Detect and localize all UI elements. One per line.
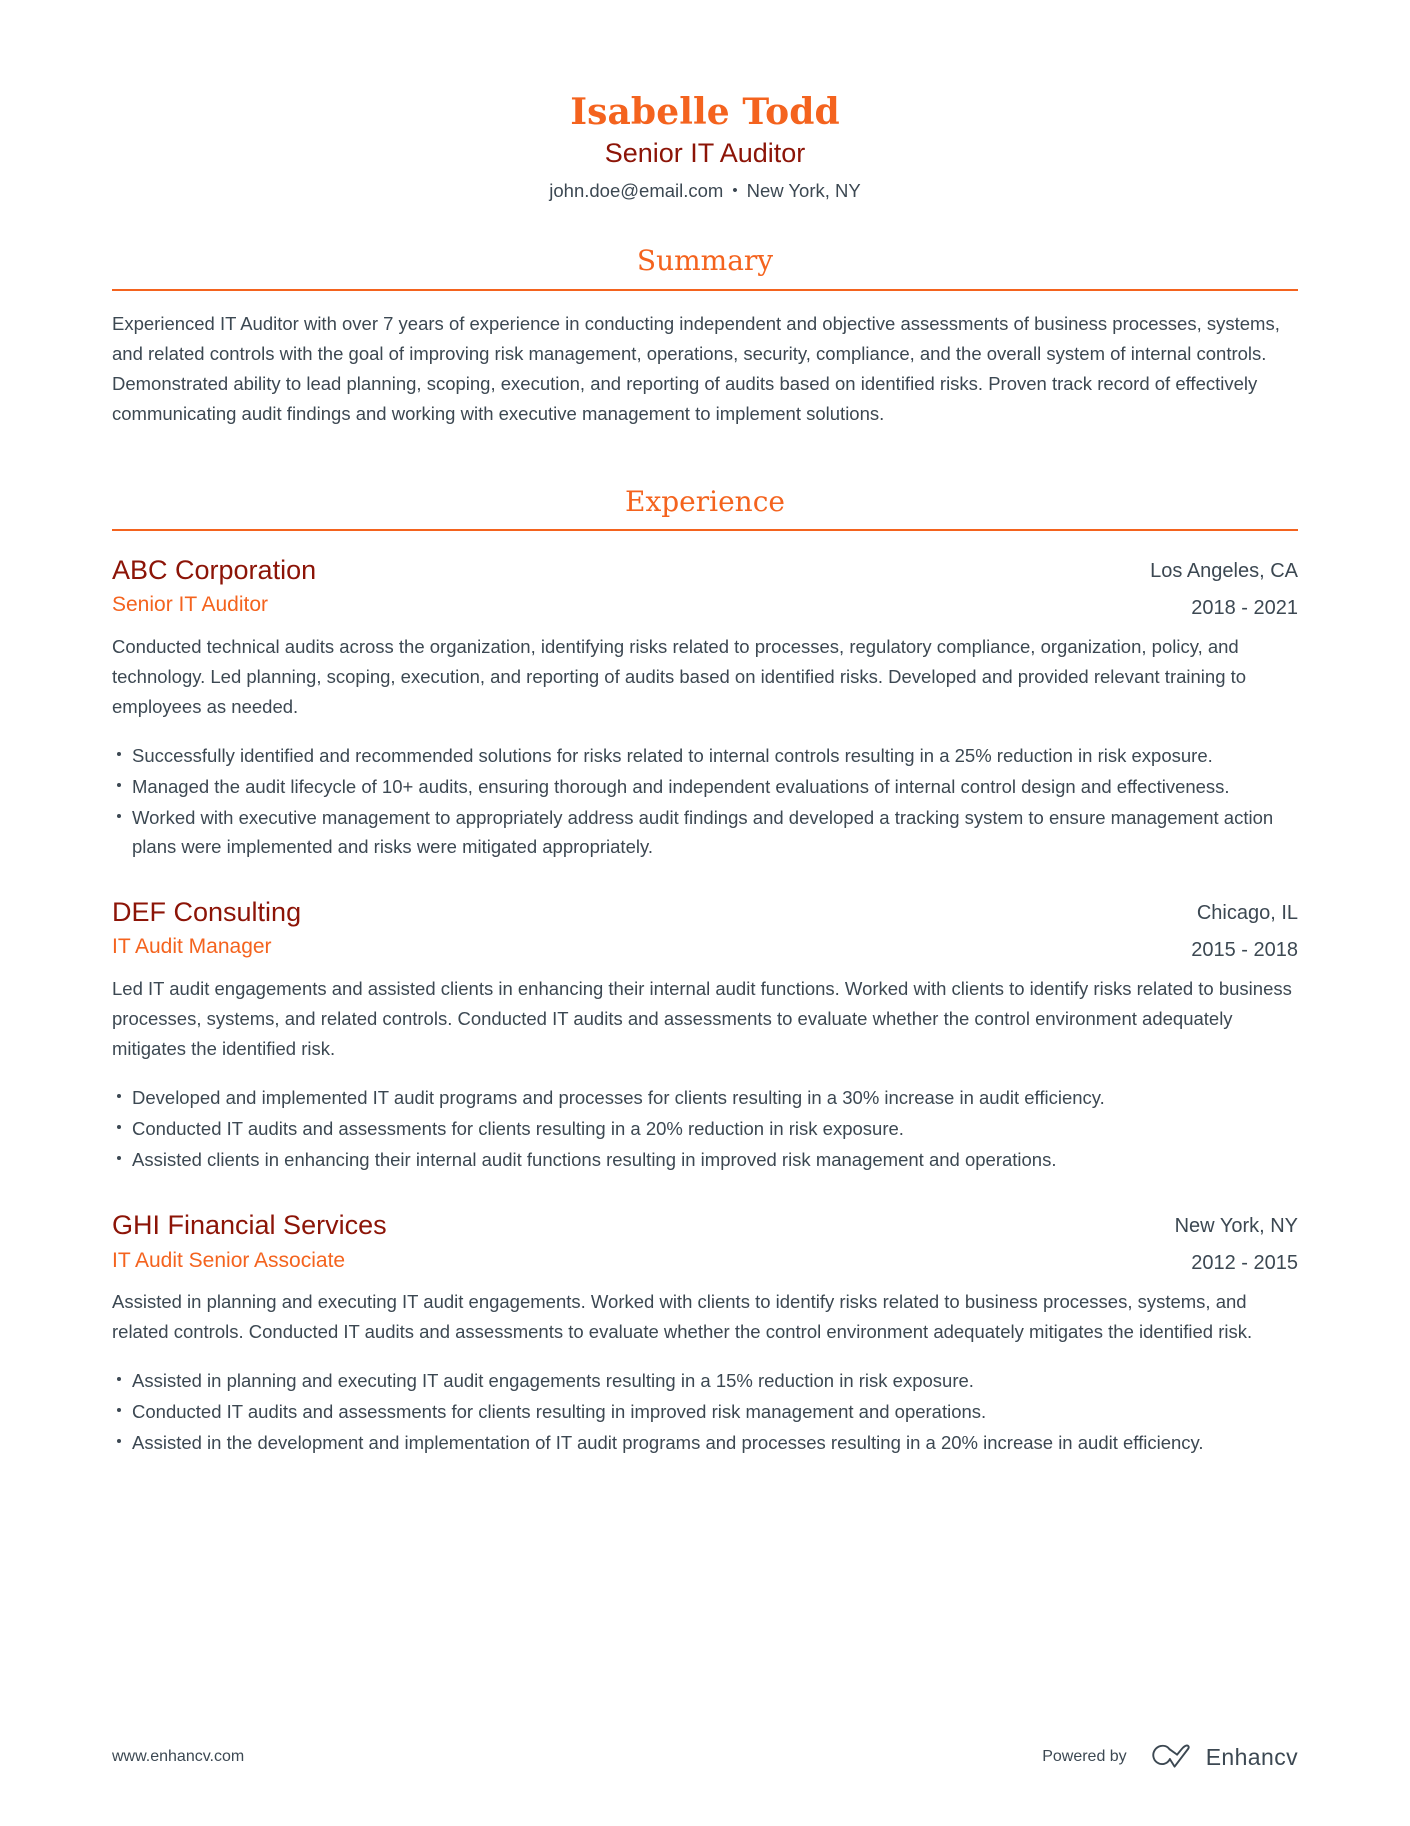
enhancv-brand-name: Enhancv — [1205, 1743, 1298, 1770]
job-role: IT Audit Senior Associate — [112, 1248, 346, 1272]
footer-website-url[interactable]: www.enhancv.com — [112, 1747, 245, 1765]
job-location: Los Angeles, CA — [1150, 560, 1298, 583]
experience-entry — [112, 1208, 1298, 1457]
contact-line — [112, 179, 1298, 204]
job-bullet: Managed the audit lifecycle of 10+ audits, ensuring thorough and independent evaluations of internal control design and effectiveness. — [112, 772, 1298, 801]
job-dates: 2012 - 2015 — [1191, 1252, 1298, 1275]
job-role: Senior IT Auditor — [112, 593, 269, 617]
contact-location: New York, NY — [746, 180, 861, 202]
footer-branding — [1042, 1744, 1298, 1770]
candidate-job-title: Senior IT Auditor — [604, 138, 806, 169]
resume-header — [112, 0, 1298, 204]
contact-separator-icon: • — [732, 182, 738, 200]
company-name: GHI Financial Services — [112, 1210, 387, 1241]
job-bullet: Assisted clients in enhancing their internal audit functions resulting in improved risk management and operations. — [112, 1145, 1298, 1174]
contact-email: john.doe@email.com — [549, 180, 724, 202]
job-bullet: Conducted IT audits and assessments for clients resulting in improved risk management and operations. — [112, 1397, 1298, 1426]
experience-entry — [112, 553, 1298, 861]
section-experience — [112, 485, 1298, 1458]
job-bullet: Assisted in planning and executing IT audit engagements resulting in a 15% reduction in risk exposure. — [112, 1366, 1298, 1395]
job-description: Conducted technical audits across the organization, identifying risks related to processes, regulatory compliance, organization, policy, and technology. Led planning, scoping, execution, and reporting of audits based on identified risks. Developed and provided relevant training to employees as needed. — [112, 636, 1247, 718]
job-bullet: Worked with executive management to appropriately address audit findings and developed a tracking system to ensure management action plans were implemented and risks were mitigated appropriately. — [112, 803, 1298, 861]
experience-entry-header-right — [1167, 895, 1298, 963]
powered-by-label: Powered by — [1042, 1747, 1127, 1765]
job-bullet-list — [112, 741, 1298, 862]
section-title-experience: Experience — [625, 484, 785, 518]
job-bullet: Successfully identified and recommended solutions for risks related to internal controls resulting in a 25% reduction in risk exposure. — [112, 741, 1298, 770]
job-dates: 2015 - 2018 — [1191, 939, 1298, 962]
experience-entry-header-right — [1151, 1208, 1298, 1276]
summary-text: Experienced IT Auditor with over 7 years of experience in conducting independent and objective assessments of business processes, systems, and related controls with the goal of improving risk management, operations, security, compliance, and the overall system of internal controls. Demonstrated ability to lead planning, scoping, execution, and reporting of audits based on identified risks. Proven track record of effectively communicating audit findings and working with executive management to implement solutions. — [112, 312, 1280, 424]
experience-entry-header — [112, 1208, 1298, 1276]
experience-entry-header-left — [112, 895, 1167, 961]
experience-entry-header-left — [112, 1208, 1151, 1274]
resume-footer — [112, 1744, 1298, 1770]
experience-entry-header — [112, 895, 1298, 963]
job-dates: 2018 - 2021 — [1191, 597, 1298, 620]
enhancv-logo-icon — [1149, 1744, 1193, 1770]
job-role: IT Audit Manager — [112, 935, 272, 959]
company-name: ABC Corporation — [112, 555, 317, 586]
candidate-name: Isabelle Todd — [570, 91, 840, 133]
experience-entry-header — [112, 553, 1298, 621]
experience-entry — [112, 895, 1298, 1174]
job-description: Assisted in planning and executing IT audit engagements. Worked with clients to identify risks related to business processes, systems, and related controls. Conducted IT audits and assessments to evaluate whether the control environment adequately mitigates the identified risk. — [112, 1291, 1253, 1343]
section-divider — [112, 529, 1298, 531]
job-bullet: Developed and implemented IT audit programs and processes for clients resulting in a 30% increase in audit efficiency. — [112, 1083, 1298, 1112]
experience-entry-header-right — [1126, 553, 1298, 621]
section-title-summary: Summary — [636, 244, 774, 278]
job-bullet-list — [112, 1366, 1298, 1458]
job-bullet-list — [112, 1083, 1298, 1175]
job-bullet: Assisted in the development and implementation of IT audit programs and processes resulting in a 20% increase in audit efficiency. — [112, 1428, 1298, 1457]
job-location: New York, NY — [1174, 1215, 1298, 1238]
section-summary — [112, 244, 1298, 428]
company-name: DEF Consulting — [112, 897, 302, 928]
section-divider — [112, 289, 1298, 291]
enhancv-brand[interactable] — [1149, 1744, 1298, 1770]
experience-entry-header-left — [112, 553, 1126, 619]
job-description: Led IT audit engagements and assisted clients in enhancing their internal audit functions. Worked with clients to identify risks related to business processes, systems, and related controls. Conducted IT audits and assessments to evaluate whether the control environment adequately mitigates the identified risk. — [112, 978, 1292, 1060]
job-location: Chicago, IL — [1196, 902, 1298, 925]
job-bullet: Conducted IT audits and assessments for clients resulting in a 20% reduction in risk exposure. — [112, 1114, 1298, 1143]
